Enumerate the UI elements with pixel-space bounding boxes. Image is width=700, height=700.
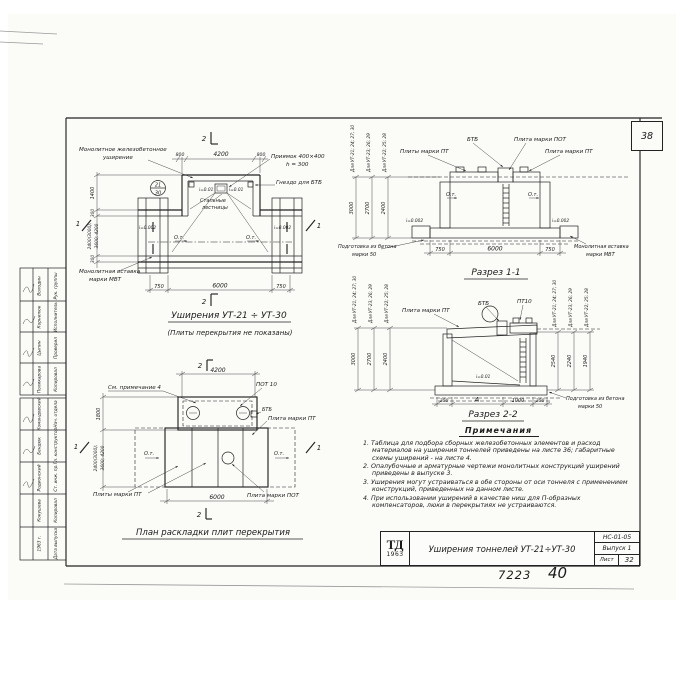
callout-insert: Монолитная вставка xyxy=(574,244,629,250)
dim-label: 1000 xyxy=(511,398,525,404)
sec1-callouts xyxy=(338,137,629,258)
section-mark-1-right xyxy=(306,220,321,231)
sec2-dim-chains-left xyxy=(351,276,447,392)
plan-callouts xyxy=(79,147,325,283)
dim-label: 750 xyxy=(435,247,445,253)
chain-value: 2700 xyxy=(365,201,371,215)
stamp-role: Гл. конструктор xyxy=(54,427,59,465)
sec2-callouts xyxy=(402,299,625,410)
section-mark-label: 2 xyxy=(197,362,203,370)
axis-label: О.т. xyxy=(274,451,285,457)
callout-insert: Монолитная вставка xyxy=(79,269,141,275)
dim-label: 4200 xyxy=(210,367,226,374)
sec1-floor xyxy=(412,226,578,244)
callout-btb: БТБ xyxy=(467,137,479,143)
stamp-role: Исполнитель xyxy=(54,302,59,332)
issue-number: Выпуск 1 xyxy=(595,543,639,554)
stamp-table-group2 xyxy=(20,397,66,560)
notes-heading: Примечания xyxy=(459,426,539,437)
callout-note-ref: См. примечание 4 xyxy=(108,385,161,391)
callout-pt-left: Плиты марки ПТ xyxy=(400,149,449,155)
logo-year: 1963 xyxy=(386,551,404,558)
bubble-top: 21 xyxy=(154,182,162,189)
dim-label: 6000 xyxy=(487,245,503,253)
stairs-label: Стальные xyxy=(200,198,226,204)
dim-label: 300 xyxy=(91,254,96,264)
axis-label: О.т. xyxy=(446,192,457,198)
chain-header: Для УТ-22; 25; 28 xyxy=(585,288,590,327)
callout-pot: Плита марки ПОТ xyxy=(514,137,566,143)
chain-value: 3000 xyxy=(351,352,357,366)
title-block-right xyxy=(594,532,639,565)
callout-podg: Подготовка из бетона xyxy=(338,244,397,250)
chain-value: 2240 xyxy=(567,354,573,368)
note-item: 3. Уширения могут устраиваться в обе стороны от оси тоннеля с применением конструкций, приведенных на данном листе. xyxy=(363,478,628,494)
chain-value: 2700 xyxy=(367,352,373,366)
detail-bubble xyxy=(482,306,498,322)
dim-label: 3600; 4200 xyxy=(95,223,100,249)
axis-label: О.т. xyxy=(144,451,155,457)
bubble-bottom: 30 xyxy=(154,190,162,197)
chain-value: 2400 xyxy=(381,201,387,215)
callout-btb: БТБ xyxy=(262,407,272,413)
stamp-role: Нач. отдела xyxy=(54,400,59,428)
section-mark-label: 1 xyxy=(75,220,81,228)
plan-drawing xyxy=(76,132,325,337)
plan-dim-top xyxy=(172,151,268,173)
dim-label: 750 xyxy=(545,247,555,253)
note-item: 4. При использовании уширений в качестве ниш для П-образных компенсаторов, люки в перекрытиях не устраиваются. xyxy=(363,494,581,509)
pit-slope-label: i=0.01 xyxy=(229,188,244,193)
lp-mark-1-left xyxy=(74,442,89,453)
axis-label: О.т. xyxy=(528,192,539,198)
section-mark-label: 1 xyxy=(73,443,79,451)
callout-pit: Приямок 400×400 xyxy=(271,154,325,160)
callout-pit: h = 300 xyxy=(286,162,309,168)
callout-podg: Подготовка из бетона xyxy=(566,396,625,402)
sheet-label: Лист xyxy=(595,555,619,565)
section-mark-label: 2 xyxy=(201,135,207,143)
section-mark-label: 2 xyxy=(196,511,202,519)
lp-mark-2-bottom xyxy=(197,508,212,519)
plan-dim-bottom xyxy=(145,275,295,293)
slope-label: i=0.002 xyxy=(139,226,157,231)
slope-label: i=0.002 xyxy=(274,226,292,231)
dim-label: 6000 xyxy=(212,282,228,290)
lp-dim-top xyxy=(176,367,260,397)
dim-label: 1400 xyxy=(90,186,96,200)
sheet-title: Уширения тоннелей УТ-21÷УТ-30 xyxy=(428,543,576,554)
callout-widening: уширение xyxy=(103,155,133,161)
dim-label: 4200 xyxy=(213,151,229,158)
notes-block xyxy=(363,426,634,510)
pit-slope-label: i=0.01 xyxy=(199,188,214,193)
chain-header: Для УТ-22; 25; 28 xyxy=(383,133,388,172)
callout-btb: БТБ xyxy=(478,301,490,307)
dim-label: 2400(3000); xyxy=(94,444,99,472)
callout-podg: марки 50 xyxy=(578,404,603,410)
axis-label: О.т. xyxy=(174,235,185,241)
stamp-name: Бендюк xyxy=(37,437,43,455)
sec1-ladder xyxy=(503,184,509,226)
sheet-value: 32 xyxy=(624,555,634,564)
chain-value: 1940 xyxy=(583,354,589,368)
section2-title: Разрез 2-2 xyxy=(468,410,518,420)
layout-plan-drawing xyxy=(74,360,321,539)
sec1-dim-chains xyxy=(349,125,440,240)
chain-header: Для УТ-23; 26; 29 xyxy=(569,288,574,327)
sec1-top-plates xyxy=(450,167,540,182)
doc-code: НС-01-05 xyxy=(595,532,639,543)
section-mark-label: 1 xyxy=(316,222,322,230)
slope-label: i=0.002 xyxy=(552,219,570,224)
stamp-name: Корнилюк xyxy=(37,305,43,329)
sec2-ladder xyxy=(520,338,526,383)
slope-label: i=0.01 xyxy=(476,375,491,380)
dim-label: 1800 xyxy=(96,407,102,421)
chain-value: 2540 xyxy=(551,354,557,368)
dim-label: 750 xyxy=(276,284,286,290)
callout-socket: Гнездо для БТБ xyxy=(276,180,322,186)
dim-label: 200 xyxy=(439,399,449,404)
footer-document-number: 7223 xyxy=(498,568,532,582)
dim-label: 200 xyxy=(535,399,545,404)
dim-label: 750 xyxy=(154,284,164,290)
chain-value: 3000 xyxy=(349,201,355,215)
callout-pt-right: Плита марки ПТ xyxy=(545,149,593,155)
section-mark-label: 2 xyxy=(201,298,207,306)
sheet-number-row xyxy=(595,555,639,565)
callout-insert: марки МВТ xyxy=(89,277,122,283)
axis-label: О.т. xyxy=(246,235,257,241)
note-item: 2. Опалубочные и арматурные чертежи монолитных конструкций уширений приведены в выпуске 3. xyxy=(363,463,620,478)
lp-lower-band xyxy=(135,428,295,487)
callout-pt10: ПТ10 xyxy=(517,299,532,305)
stamp-name: 1963 г. xyxy=(37,535,43,552)
dim-label: 800 xyxy=(256,153,266,158)
dim-label: 3600; 4200 xyxy=(101,445,106,471)
dim-label: 800 xyxy=(175,153,185,158)
section1-title: Разрез 1-1 xyxy=(471,268,521,278)
plan-subtitle: (Плиты перекрытия не показаны) xyxy=(167,329,293,337)
section1-drawing xyxy=(338,125,629,279)
detail-bubble-ut21-30 xyxy=(151,181,166,197)
stamp-name: Цыпин xyxy=(37,340,43,356)
sec2-top-slab xyxy=(447,318,600,338)
lp-callouts xyxy=(93,382,316,499)
section-mark-2-top xyxy=(202,132,218,144)
logo-letters: ТД xyxy=(386,537,404,552)
slope-label: i=0.002 xyxy=(406,219,424,224)
chain-header: Для УТ-21; 24; 27; 30 xyxy=(353,275,358,323)
chain-header: Для УТ-21; 24; 27; 30 xyxy=(553,279,558,327)
stamp-role: Дата выпуска xyxy=(54,527,59,560)
sec1-dim-bottom xyxy=(424,240,566,256)
stamp-role: Ст. инж. пр. xyxy=(54,464,59,492)
chain-value: 2400 xyxy=(383,352,389,366)
plan-title: Уширения УТ-21 ÷ УТ-30 xyxy=(171,311,287,321)
stamp-name: Поликарова xyxy=(37,365,43,394)
callout-insert: марки МВТ xyxy=(586,252,615,258)
stairs-label: лестницы xyxy=(202,205,228,211)
chain-header: Для УТ-22; 25; 28 xyxy=(385,284,390,323)
stamp-name: Володин xyxy=(37,276,43,296)
stamp-name: Кокушева xyxy=(37,499,43,522)
stamp-role: Копировал xyxy=(54,367,59,392)
callout-pt: Плита марки ПТ xyxy=(268,416,316,422)
section-mark-label: 1 xyxy=(316,444,322,452)
stamp-role: Проверил xyxy=(54,336,59,360)
dim-label: 6000 xyxy=(209,494,225,501)
title-block xyxy=(380,531,640,566)
dim-label: 300 xyxy=(91,208,96,218)
plan-tunnel-walls xyxy=(138,210,302,268)
chain-header: Для УТ-23; 26; 29 xyxy=(367,133,372,172)
section-mark-2-bottom xyxy=(202,294,218,306)
stamp-role: Копировал xyxy=(54,498,59,523)
chain-header: Для УТ-23; 26; 29 xyxy=(369,284,374,323)
stamp-table-group1 xyxy=(20,268,66,395)
callout-widening: Монолитное железобетонное xyxy=(79,147,167,153)
callout-pot10: ПОТ 10 xyxy=(256,382,277,388)
footer-page-number: 40 xyxy=(548,564,568,582)
callout-pot: Плита марки ПОТ xyxy=(247,493,299,499)
chain-header: Для УТ-21; 24; 27; 30 xyxy=(351,124,356,172)
stamp-name: Командовский xyxy=(37,397,43,431)
dim-label: 2400(3000); xyxy=(88,222,93,250)
callout-pt-plural: Плиты марки ПТ xyxy=(93,492,142,498)
sec1-walls xyxy=(440,182,550,228)
corner-sheet-number: 38 xyxy=(631,121,663,151)
callout-pt: Плита марки ПТ xyxy=(402,308,450,314)
stamp-name: Родионский xyxy=(37,464,43,492)
note-item: 1. Таблица для подбора сборных железобетонных элементов и расход материалов на уширения тоннелей приведены на листе 36; габаритные схемы уширений - на листе 4. xyxy=(363,440,615,462)
lp-mark-1-right xyxy=(306,442,321,453)
section2-drawing xyxy=(351,276,625,421)
stamp-role: Рук. группы xyxy=(54,272,59,300)
sec2-dim-chains-right xyxy=(537,280,594,392)
dim-label: А xyxy=(474,395,480,404)
layout-plan-title: План раскладки плит перекрытия xyxy=(136,528,290,538)
org-logo xyxy=(381,532,410,565)
callout-podg: марки 50 xyxy=(352,252,377,258)
